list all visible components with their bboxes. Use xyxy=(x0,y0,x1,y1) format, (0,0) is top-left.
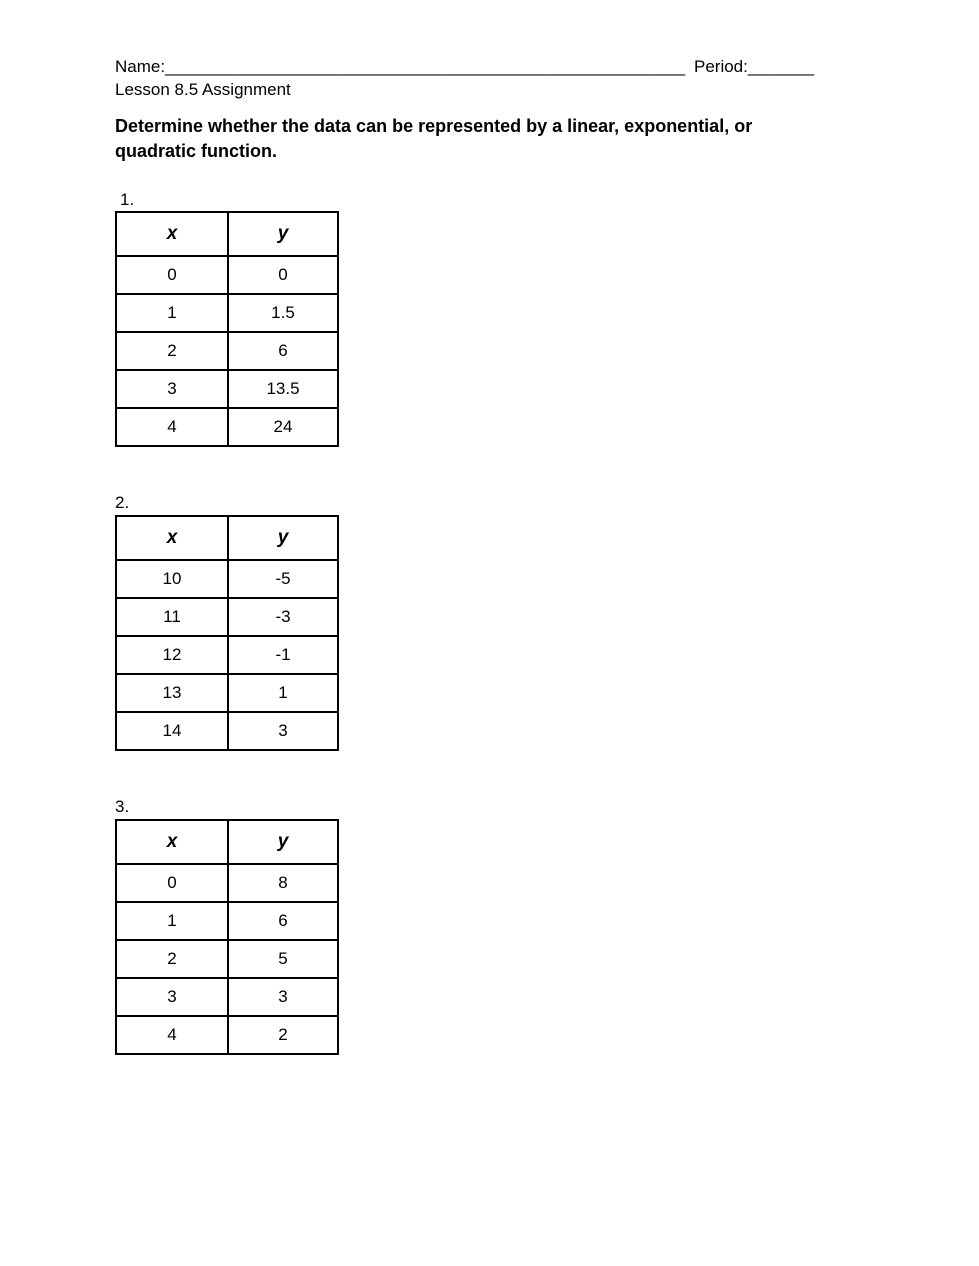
table-row xyxy=(116,636,338,674)
y-cell: -5 xyxy=(228,560,338,598)
x-cell: 2 xyxy=(116,940,228,978)
x-header: x xyxy=(116,212,228,256)
period-line[interactable]: Period:_______ xyxy=(694,57,815,76)
x-cell: 4 xyxy=(116,408,228,446)
x-header: x xyxy=(116,820,228,864)
instructions: Determine whether the data can be represented by a linear, exponential, or quadratic function. xyxy=(115,116,753,161)
table-row xyxy=(116,370,338,408)
problem-2-table xyxy=(115,515,339,751)
x-cell: 14 xyxy=(116,712,228,750)
table-row xyxy=(116,256,338,294)
table-row xyxy=(116,864,338,902)
x-cell: 13 xyxy=(116,674,228,712)
y-cell: -3 xyxy=(228,598,338,636)
problem-1-table xyxy=(115,211,339,447)
y-cell: 24 xyxy=(228,408,338,446)
y-header: y xyxy=(228,516,338,560)
y-cell: 6 xyxy=(228,902,338,940)
problem-3-label: 3. xyxy=(115,797,130,816)
x-cell: 2 xyxy=(116,332,228,370)
table-row xyxy=(116,332,338,370)
x-cell: 11 xyxy=(116,598,228,636)
table-row xyxy=(116,1016,338,1054)
y-cell: -1 xyxy=(228,636,338,674)
y-header: y xyxy=(228,212,338,256)
table-header-row xyxy=(116,516,338,560)
x-cell: 12 xyxy=(116,636,228,674)
x-cell: 3 xyxy=(116,978,228,1016)
y-cell: 8 xyxy=(228,864,338,902)
x-header: x xyxy=(116,516,228,560)
table-header-row xyxy=(116,212,338,256)
name-line[interactable]: Name:_______________________________________________________ xyxy=(115,57,686,76)
table-row xyxy=(116,560,338,598)
y-cell: 0 xyxy=(228,256,338,294)
problem-3-table xyxy=(115,819,339,1055)
y-cell: 1 xyxy=(228,674,338,712)
table-row xyxy=(116,598,338,636)
x-cell: 1 xyxy=(116,294,228,332)
y-cell: 13.5 xyxy=(228,370,338,408)
table-row xyxy=(116,408,338,446)
table-row xyxy=(116,712,338,750)
table-row xyxy=(116,902,338,940)
problem-1-label: 1. xyxy=(120,190,135,209)
problem-2-label: 2. xyxy=(115,493,130,512)
y-cell: 6 xyxy=(228,332,338,370)
y-cell: 2 xyxy=(228,1016,338,1054)
y-cell: 3 xyxy=(228,712,338,750)
y-cell: 5 xyxy=(228,940,338,978)
table-header-row xyxy=(116,820,338,864)
x-cell: 0 xyxy=(116,256,228,294)
x-cell: 3 xyxy=(116,370,228,408)
y-cell: 1.5 xyxy=(228,294,338,332)
x-cell: 0 xyxy=(116,864,228,902)
table-row xyxy=(116,940,338,978)
x-cell: 4 xyxy=(116,1016,228,1054)
table-row xyxy=(116,978,338,1016)
table-row xyxy=(116,674,338,712)
y-cell: 3 xyxy=(228,978,338,1016)
table-row xyxy=(116,294,338,332)
x-cell: 10 xyxy=(116,560,228,598)
lesson-title: Lesson 8.5 Assignment xyxy=(115,80,291,99)
y-header: y xyxy=(228,820,338,864)
x-cell: 1 xyxy=(116,902,228,940)
